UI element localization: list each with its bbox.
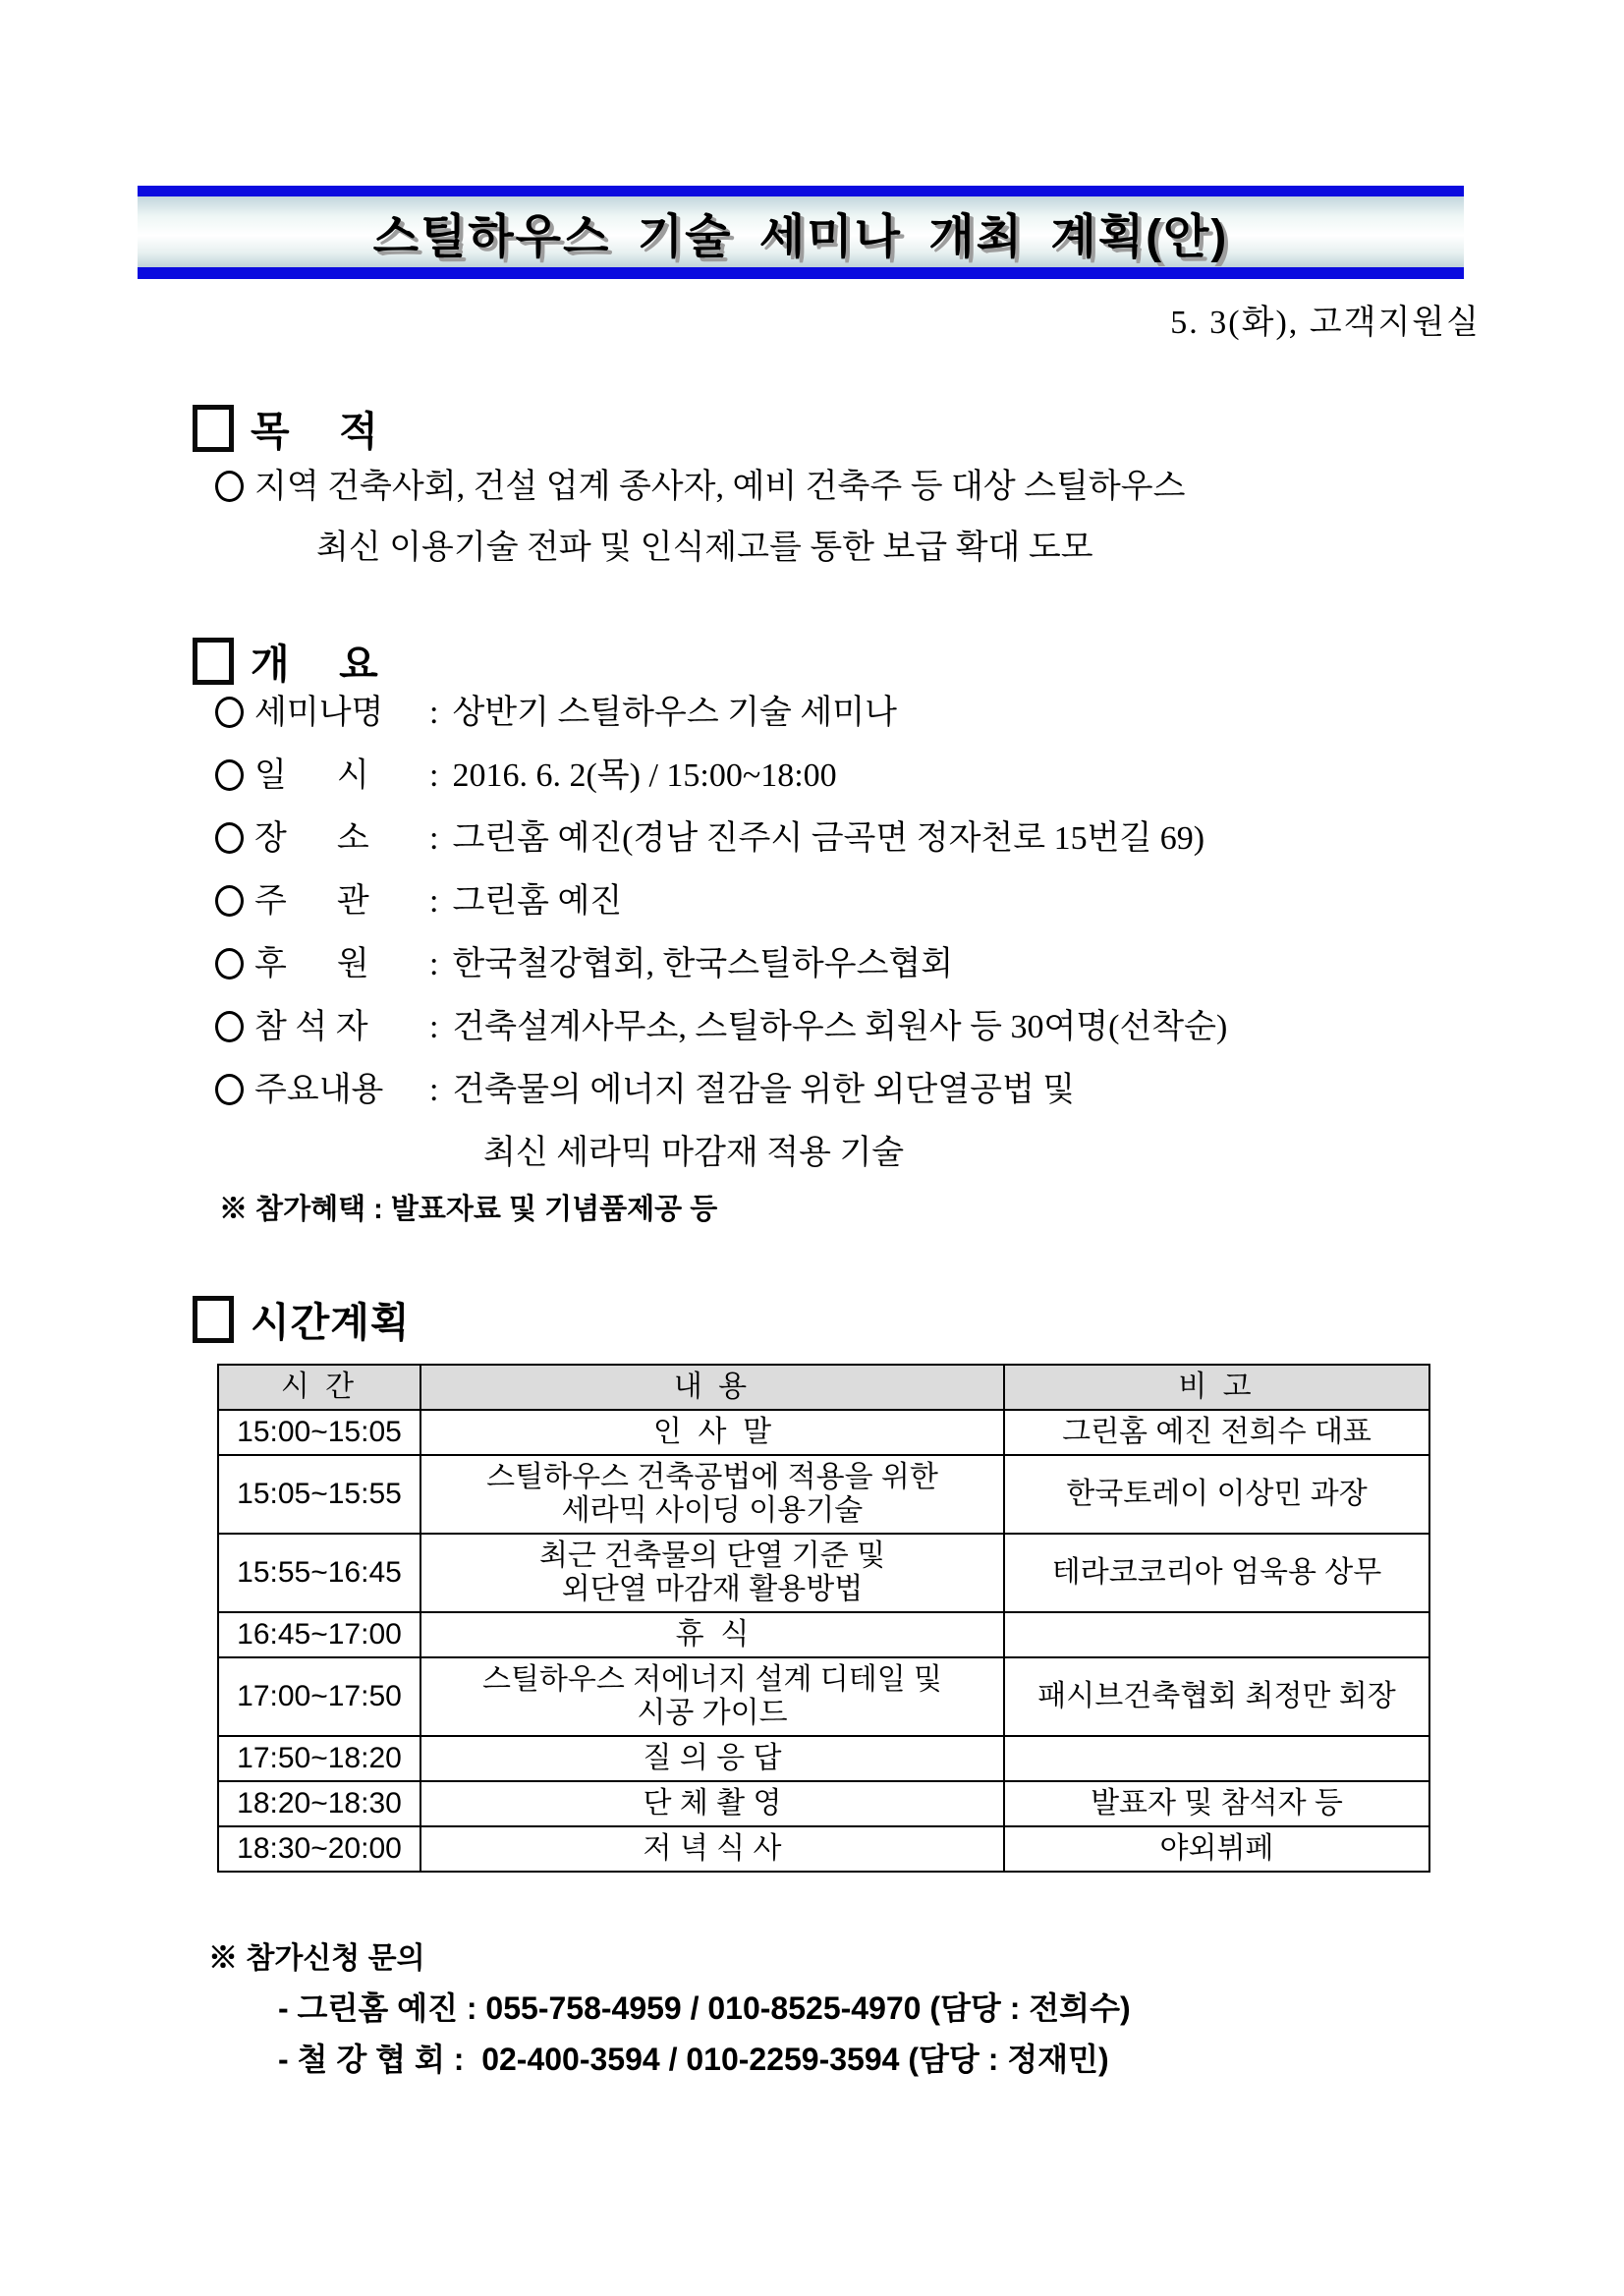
header-time: 시 간 (218, 1365, 420, 1410)
overview-item-value: 건축설계사무소, 스틸하우스 회원사 등 30여명(선착순) (452, 1009, 1228, 1045)
purpose-body (215, 468, 1185, 568)
overview-item-label: 주 관 (254, 883, 369, 920)
overview-item-value: 그린홈 예진(경남 진주시 금곡면 정자천로 15번길 69) (452, 820, 1205, 857)
table-row (218, 1736, 1429, 1781)
cell-note: 테라코코리아 엄욱용 상무 (1004, 1534, 1429, 1612)
circle-bullet-icon (215, 697, 244, 728)
circle-bullet-icon (215, 1074, 244, 1105)
cell-content: 휴 식 (420, 1612, 1004, 1657)
table-row (218, 1455, 1429, 1534)
overview-item-attendees (215, 1008, 1227, 1047)
cell-content: 인 사 말 (420, 1410, 1004, 1455)
cell-time: 17:50~18:20 (218, 1736, 420, 1781)
table-row (218, 1781, 1429, 1826)
overview-item-label: 참 석 자 (254, 1009, 368, 1045)
overview-item-value: 상반기 스틸하우스 기술 세미나 (452, 695, 897, 731)
date-department-line: 5. 3(화), 고객지원실 (1170, 305, 1481, 341)
overview-item-organizer (215, 882, 1227, 922)
contact-heading: ※ 참가신청 문의 (208, 1942, 425, 1975)
circle-bullet-icon (215, 1011, 244, 1042)
cell-note: 그린홈 예진 전희수 대표 (1004, 1410, 1429, 1455)
overview-item-label: 세미나명 (254, 695, 384, 731)
contact-line-steel-association: - 철 강 협 회 : 02-400-3594 / 010-2259-3594 (담당 : 정재민) (278, 2042, 1109, 2077)
overview-item-colon: : (429, 883, 439, 920)
cell-note: 패시브건축협회 최정만 회장 (1004, 1657, 1429, 1736)
overview-main-contents-line2: 최신 세라믹 마감재 적용 기술 (483, 1135, 905, 1171)
table-row (218, 1826, 1429, 1872)
table-row (218, 1657, 1429, 1736)
overview-item-colon: : (429, 1072, 439, 1108)
header-content: 내 용 (420, 1365, 1004, 1410)
banner-bottom-bar (138, 267, 1464, 279)
overview-body (215, 694, 1227, 1193)
overview-item-sponsor (215, 945, 1227, 984)
square-bullet-icon (193, 1296, 234, 1343)
cell-note: 한국토레이 이상민 과장 (1004, 1455, 1429, 1534)
cell-time: 18:20~18:30 (218, 1781, 420, 1826)
circle-bullet-icon (215, 759, 244, 791)
title-banner (138, 186, 1464, 279)
cell-note (1004, 1612, 1429, 1657)
purpose-text-line1: 지역 건축사회, 건설 업계 종사자, 예비 건축주 등 대상 스틸하우스 (254, 469, 1186, 505)
cell-time: 15:55~16:45 (218, 1534, 420, 1612)
overview-item-main-contents (215, 1071, 1227, 1110)
cell-note: 야외뷔페 (1004, 1826, 1429, 1872)
overview-heading-label: 개 요 (251, 642, 379, 687)
cell-time: 17:00~17:50 (218, 1657, 420, 1736)
square-bullet-icon (193, 638, 234, 685)
cell-content: 스틸하우스 건축공법에 적용을 위한 세라믹 사이딩 이용기술 (420, 1455, 1004, 1534)
participation-benefit-note: ※ 참가혜택 : 발표자료 및 기념품제공 등 (219, 1194, 718, 1225)
table-header-row (218, 1365, 1429, 1410)
schedule-table (217, 1364, 1430, 1873)
overview-item-colon: : (429, 757, 439, 794)
overview-item-colon: : (429, 820, 439, 857)
circle-bullet-icon (215, 885, 244, 917)
overview-item-label: 장 소 (254, 820, 369, 857)
contact-line-greenhome: - 그린홈 예진 : 055-758-4959 / 010-8525-4970 (담당 : 전희수) (278, 1990, 1131, 2026)
overview-item-value: 2016. 6. 2(목) / 15:00~18:00 (452, 757, 837, 794)
cell-content: 스틸하우스 저에너지 설계 디테일 및 시공 가이드 (420, 1657, 1004, 1736)
overview-item-value: 건축물의 에너지 절감을 위한 외단열공법 및 (452, 1072, 1076, 1108)
cell-time: 15:05~15:55 (218, 1455, 420, 1534)
contact-block (208, 1933, 1131, 2079)
cell-content: 저 녁 식 사 (420, 1826, 1004, 1872)
overview-item-label: 후 원 (254, 946, 369, 982)
document-title: 스틸하우스 기술 세미나 개최 계획(안) (372, 210, 1229, 263)
overview-item-label: 일 시 (254, 757, 369, 794)
square-bullet-icon (193, 405, 234, 452)
schedule-heading-label: 시간계획 (251, 1300, 411, 1345)
cell-time: 18:30~20:00 (218, 1826, 420, 1872)
circle-bullet-icon (215, 822, 244, 854)
purpose-text-line2: 최신 이용기술 전파 및 인식제고를 통한 보급 확대 도모 (316, 530, 1093, 566)
overview-section-heading (193, 632, 379, 690)
overview-item-value: 한국철강협회, 한국스틸하우스협회 (452, 946, 954, 982)
cell-time: 16:45~17:00 (218, 1612, 420, 1657)
cell-content: 최근 건축물의 단열 기준 및 외단열 마감재 활용방법 (420, 1534, 1004, 1612)
cell-note: 발표자 및 참석자 등 (1004, 1781, 1429, 1826)
purpose-line (215, 468, 1185, 507)
banner-top-bar (138, 186, 1464, 196)
table-row (218, 1534, 1429, 1612)
cell-content: 질 의 응 답 (420, 1736, 1004, 1781)
circle-bullet-icon (215, 471, 244, 502)
overview-item-label: 주요내용 (254, 1072, 384, 1108)
overview-item-value: 그린홈 예진 (452, 883, 623, 920)
table-row (218, 1410, 1429, 1455)
schedule-section-heading (193, 1290, 410, 1348)
overview-item-datetime (215, 756, 1227, 796)
overview-item-colon: : (429, 695, 439, 731)
overview-item-place (215, 819, 1227, 859)
cell-time: 15:00~15:05 (218, 1410, 420, 1455)
overview-item-colon: : (429, 946, 439, 982)
table-row (218, 1612, 1429, 1657)
purpose-section-heading (193, 399, 379, 457)
banner-body (138, 196, 1464, 267)
overview-item-seminar-name (215, 694, 1227, 733)
header-note: 비 고 (1004, 1365, 1429, 1410)
purpose-heading-label: 목 적 (251, 409, 379, 454)
circle-bullet-icon (215, 948, 244, 980)
overview-item-colon: : (429, 1009, 439, 1045)
cell-note (1004, 1736, 1429, 1781)
cell-content: 단 체 촬 영 (420, 1781, 1004, 1826)
